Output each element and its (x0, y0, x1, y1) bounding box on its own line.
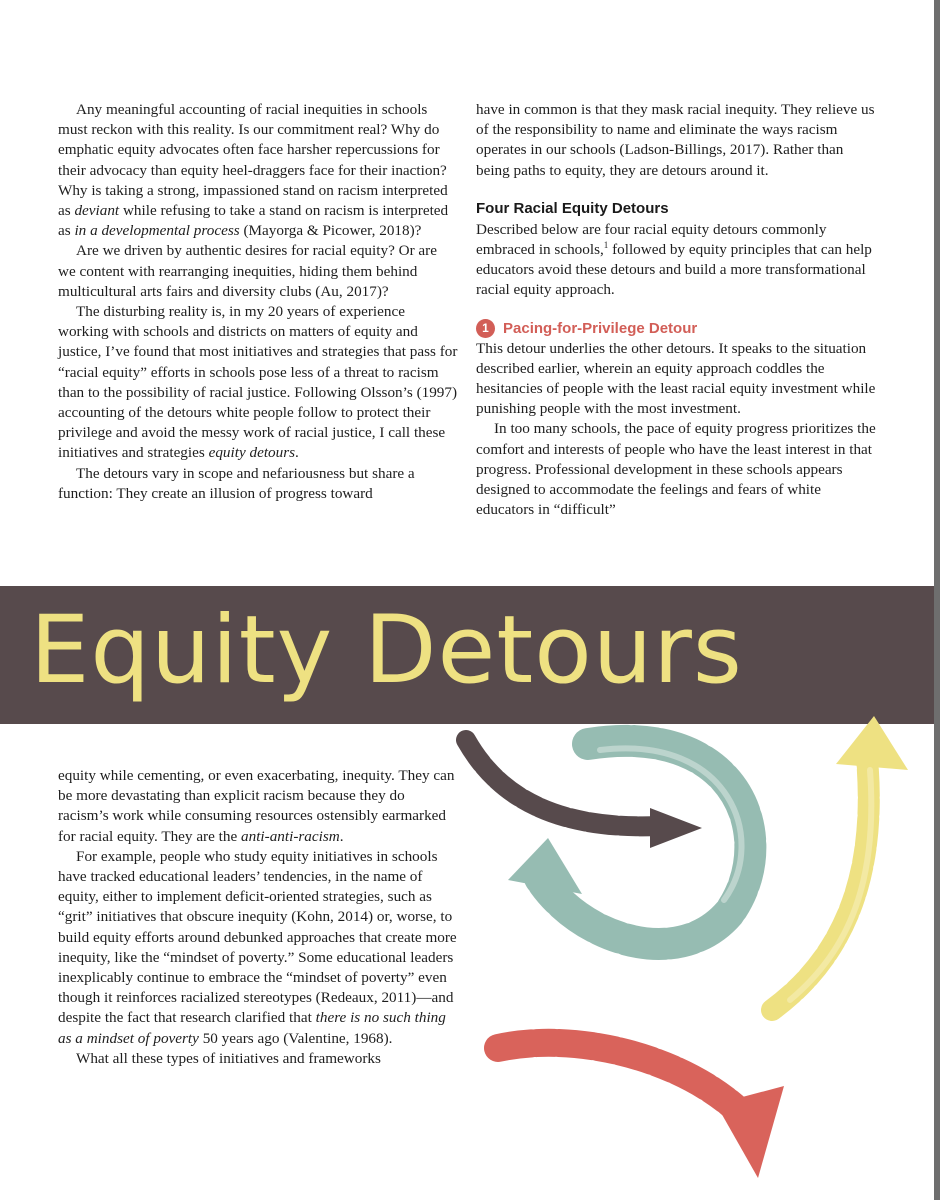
paragraph: Any meaningful accounting of racial inequities in schools must reckon with this reality. Is our commitment real? Why do emphatic equity advocates often face harsher repercussions for their advocacy than equity heel-draggers face for their inaction? Why is taking a strong, impassioned stand on racism interpreted as deviant while refusing to take a stand on racism is interpreted as in a developmental process (Mayorga & Picower, 2018)? (58, 101, 449, 240)
detour-heading-label: Pacing-for-Privilege Detour (503, 319, 698, 337)
paragraph: What all these types of initiatives and frameworks (76, 1049, 381, 1067)
teal-brush-arrow-icon (508, 741, 750, 944)
paragraph: Are we driven by authentic desires for racial equity? Or are we content with rearranging inequities, hiding them behind multicultural arts fairs and diversity clubs (Au, 2017)? (58, 242, 437, 300)
footnote-marker: 1 (603, 239, 609, 250)
paragraph: The detours vary in scope and nefariousness but share a function: They create an illusion of progress toward (58, 464, 415, 502)
page-title: Equity Detours (30, 596, 743, 705)
detour-heading (476, 319, 876, 339)
left-column-bottom (58, 766, 458, 1069)
section-heading: Four Racial Equity Detours (476, 199, 669, 217)
red-brush-arrow-icon (498, 1043, 784, 1178)
paragraph: equity while cementing, or even exacerbating, inequity. They can be more devastating than explicit racism because they do racism’s work while consuming resources ostensibly earmarked for racial equity. They are the anti-anti-racism. (58, 767, 455, 845)
paragraph: For example, people who study equity initiatives in schools have tracked educational leaders’ tendencies, in the name of equity, either to implement deficit-oriented strategies, such as “grit” initiatives that obscure inequity (Kohn, 2014) or, worse, to build equity efforts around debunked approaches that create more inequity, like the “mindset of poverty.” Some educational leaders inexplicably continue to embrace the “mindset of poverty” even though it reinforces racialized stereotypes (Redeaux, 2011)—and despite the fact that research clarified that there is no such thing as a mindset of poverty 50 years ago (Valentine, 1968). (58, 847, 457, 1047)
right-column-top (476, 100, 876, 520)
page-edge (934, 0, 940, 1200)
arrows-illustration (440, 700, 934, 1190)
left-column-top (58, 100, 458, 504)
number-badge: 1 (476, 319, 495, 338)
paragraph: In too many schools, the pace of equity progress prioritizes the comfort and interests of people who have the least interest in that progress. Professional development in these schools appears designed to accommodate the feelings and fears of white educators in “difficult” (476, 420, 876, 519)
paragraph: The disturbing reality is, in my 20 years of experience working with schools and districts on matters of equity and justice, I’ve found that most initiatives and strategies that pass for “racial equity” efforts in schools pose less of a threat to racism than to the possibility of racial justice. Following Olsson’s (1997) accounting of the detours white people follow to protect their privilege and avoid the messy work of racial justice, I call these initiatives and strategies equity detours. (58, 303, 458, 462)
paragraph: have in common is that they mask racial inequity. They relieve us of the responsibility to name and eliminate the ways racism operates in our schools (Ladson-Billings, 2017). Rather than being paths to equity, they are detours around it. (476, 101, 875, 179)
yellow-brush-arrow-icon (772, 716, 908, 1010)
paragraph: Described below are four racial equity detours commonly embraced in schools,$^1$ followed by equity principles that can help educators avoid these detours and build a more transformational racial equity approach. (476, 220, 872, 299)
paragraph: This detour underlies the other detours. It speaks to the situation described earlier, wherein an equity approach coddles the hesitancies of people with the least racial equity investment while punishing people with the most investment. (476, 339, 876, 418)
